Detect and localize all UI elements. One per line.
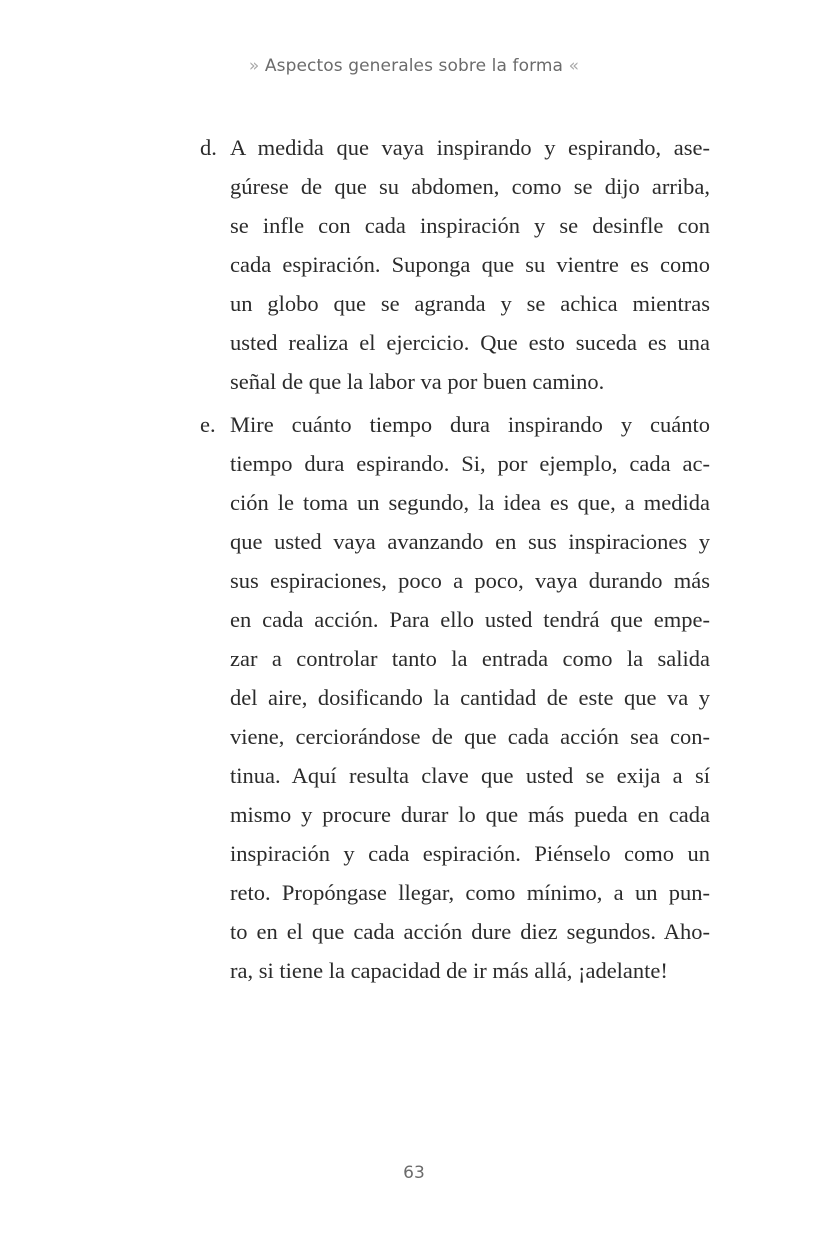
text-line: mismo y procure durar lo que más pueda en cada <box>230 802 710 827</box>
text-line: se infle con cada inspiración y se desinfle con <box>230 213 710 238</box>
list-marker: e. <box>200 412 216 437</box>
text-line: señal de que la labor va por buen camino. <box>230 369 605 394</box>
close-guillemet: « <box>568 56 580 76</box>
list-item-e <box>200 405 710 990</box>
text-line: Mire cuánto tiempo dura inspirando y cuánto <box>230 412 710 437</box>
running-header <box>0 56 828 76</box>
text-line: ción le toma un segundo, la idea es que, a medida <box>230 490 710 515</box>
text-line: tiempo dura espirando. Si, por ejemplo, cada ac- <box>230 451 710 476</box>
page-number: 63 <box>403 1163 425 1183</box>
text-line: ra, si tiene la capacidad de ir más allá, ¡adelante! <box>230 958 668 983</box>
open-guillemet: » <box>248 56 260 76</box>
text-line: que usted vaya avanzando en sus inspiraciones y <box>230 529 710 554</box>
text-line: tinua. Aquí resulta clave que usted se exija a sí <box>230 763 710 788</box>
page-body <box>200 128 710 994</box>
chapter-title: Aspectos generales sobre la forma <box>264 56 564 76</box>
text-line: inspiración y cada espiración. Piénselo como un <box>230 841 710 866</box>
text-line: del aire, dosificando la cantidad de este que va y <box>230 685 710 710</box>
text-line: A medida que vaya inspirando y espirando, ase- <box>230 135 710 160</box>
text-line: sus espiraciones, poco a poco, vaya durando más <box>230 568 710 593</box>
list-marker: d. <box>200 135 217 160</box>
text-line: en cada acción. Para ello usted tendrá que empe- <box>230 607 710 632</box>
list-item-d <box>200 128 710 401</box>
text-line: reto. Propóngase llegar, como mínimo, a un pun- <box>230 880 710 905</box>
text-line: un globo que se agranda y se achica mientras <box>230 291 710 316</box>
text-line: usted realiza el ejercicio. Que esto suceda es una <box>230 330 710 355</box>
text-line: to en el que cada acción dure diez segundos. Aho- <box>230 919 710 944</box>
text-line: viene, cerciorándose de que cada acción sea con- <box>230 724 710 749</box>
text-line: zar a controlar tanto la entrada como la salida <box>230 646 710 671</box>
text-line: gúrese de que su abdomen, como se dijo arriba, <box>230 174 710 199</box>
text-line: cada espiración. Suponga que su vientre es como <box>230 252 710 277</box>
